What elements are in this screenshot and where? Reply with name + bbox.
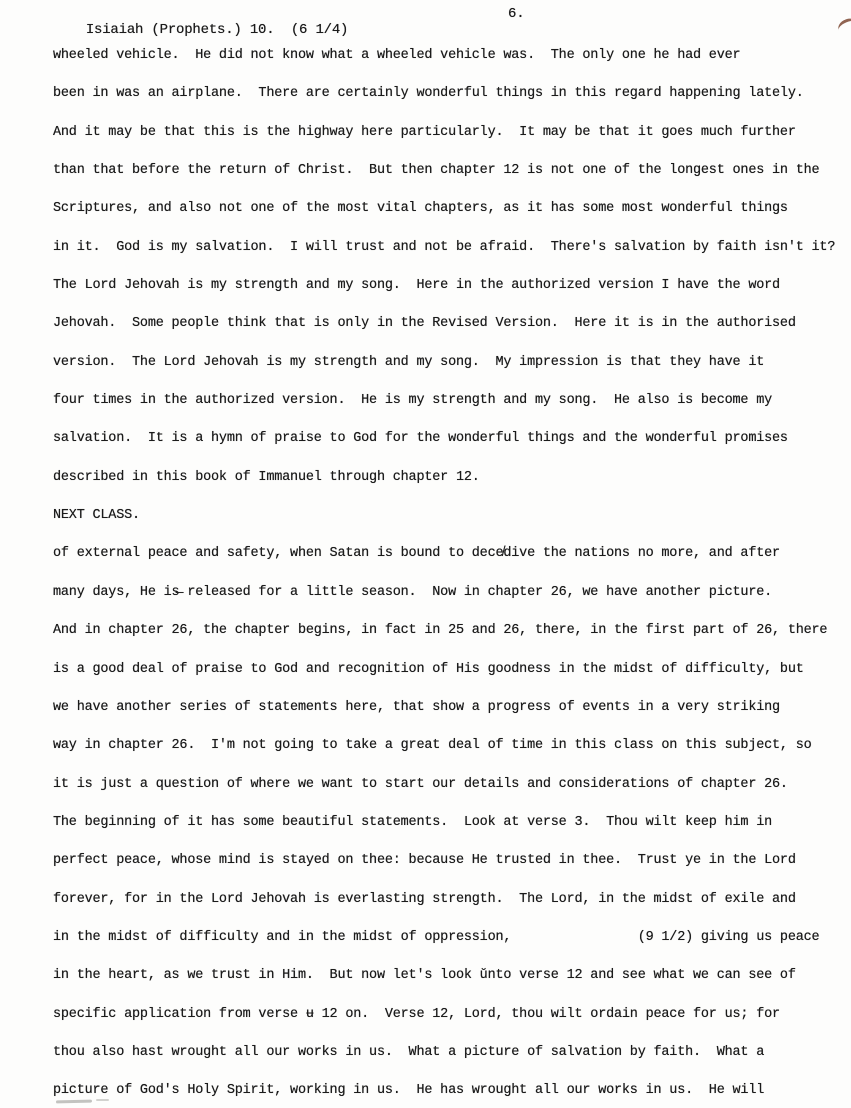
text-line: is a good deal of praise to God and recognition of His goodness in the midst of difficulty, but (53, 661, 804, 677)
text-line: Jehovah. Some people think that is only in the Revised Version. Here it is in the authorised (53, 316, 796, 332)
text-line: we have another series of statements here, that show a progress of events in a very striking (53, 699, 780, 715)
text-line: described in this book of Immanuel through chapter 12. (53, 469, 480, 485)
text-line: it is just a question of where we want to start our details and considerations of chapter 26. (53, 776, 788, 792)
text-line: perfect peace, whose mind is stayed on thee: because He trusted in thee. Trust ye in the Lord (53, 853, 796, 869)
page-number: 6. (508, 6, 525, 22)
text-line: Scriptures, and also not one of the most vital chapters, as it has some most wonderful things (53, 201, 788, 217)
text-line: in the heart, as we trust in Him. But now let's look ŭnto verse 12 and see what we can see of (53, 968, 796, 984)
text-line: four times in the authorized version. He is my strength and my song. He also is become my (53, 393, 773, 409)
text-line: version. The Lord Jehovah is my strength and my song. My impression is that they have it (53, 354, 765, 370)
text-line: And in chapter 26, the chapter begins, in fact in 25 and 26, there, in the first part of 26, there (53, 623, 828, 639)
text-line: in it. God is my salvation. I will trust and not be afraid. There's salvation by faith isn't it? (53, 239, 836, 255)
text-line: The beginning of it has some beautiful statements. Look at verse 3. Thou wilt keep him in (53, 814, 773, 830)
page-header (53, 6, 851, 38)
text-line: been in was an airplane. There are certainly wonderful things in this regard happening lately. (53, 86, 804, 102)
text-line: specific application from verse ʉ 12 on. Verse 12, Lord, thou wilt ordain peace for us; for (53, 1006, 780, 1022)
text-line: picture of God's Holy Spirit, working in us. He has wrought all our works in us. He will (53, 1083, 765, 1099)
text-line: And it may be that this is the highway here particularly. It may be that it goes much further (53, 124, 796, 140)
header-title: Isiaiah (Prophets.) 10. (6 1/4) (85, 22, 349, 38)
text-line: of external peace and safety, when Satan is bound to dece̸dive the nations no more, and after (53, 546, 780, 562)
scan-smudge-bottom-left-small (96, 1099, 109, 1101)
text-line: salvation. It is a hymn of praise to God for the wonderful things and the wonderful promises (53, 431, 788, 447)
text-line: The Lord Jehovah is my strength and my song. Here in the authorized version I have the word (53, 278, 780, 294)
text-line: many days, He is̶ released for a little season. Now in chapter 26, we have another picture. (53, 584, 773, 600)
document-body (53, 37, 849, 1108)
text-line: in the midst of difficulty and in the midst of oppression, (9 1/2) giving us peace (53, 929, 820, 945)
text-line: than that before the return of Christ. But then chapter 12 is not one of the longest ones in the (53, 163, 820, 179)
text-line: forever, for in the Lord Jehovah is everlasting strength. The Lord, in the midst of exile and (53, 891, 796, 907)
text-line: way in chapter 26. I'm not going to take a great deal of time in this class on this subject, so (53, 738, 812, 754)
text-line: thou also hast wrought all our works in us. What a picture of salvation by faith. What a (53, 1044, 765, 1060)
text-line: NEXT CLASS. (53, 508, 140, 524)
text-line: wheeled vehicle. He did not know what a wheeled vehicle was. The only one he had ever (53, 48, 741, 63)
